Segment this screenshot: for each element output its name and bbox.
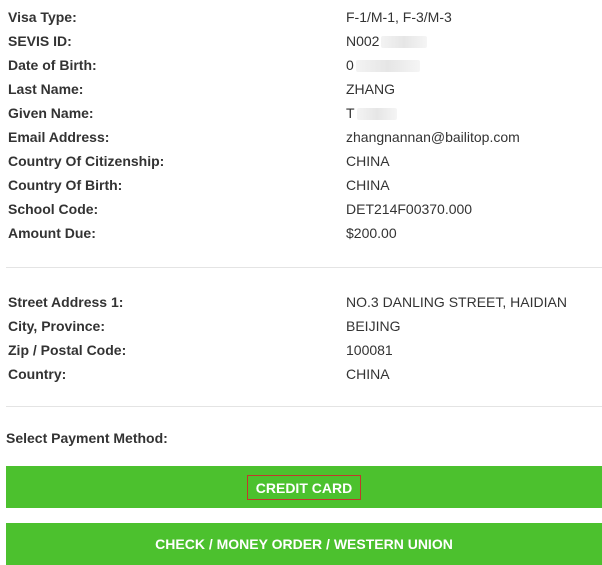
sevis-id-label: SEVIS ID: (8, 33, 72, 49)
street-address-row (0, 290, 602, 314)
country-row (0, 362, 602, 386)
street-address-value: NO.3 DANLING STREET, HAIDIAN (346, 294, 567, 310)
zip-code-row (0, 338, 602, 362)
amount-due-value: $200.00 (346, 225, 397, 241)
email-address-row (0, 125, 602, 149)
given-name-row (0, 101, 602, 125)
given-name-value-wrap (346, 101, 397, 125)
sevis-id-value: N002 (346, 33, 380, 49)
section-divider (6, 406, 602, 407)
visa-type-label: Visa Type: (8, 9, 77, 25)
last-name-value: ZHANG (346, 81, 395, 97)
amount-due-row (0, 221, 602, 245)
country-of-birth-row (0, 173, 602, 197)
school-code-label: School Code: (8, 201, 99, 217)
country-value: CHINA (346, 366, 390, 382)
amount-due-label: Amount Due: (8, 225, 96, 241)
date-of-birth-label: Date of Birth: (8, 57, 97, 73)
date-of-birth-value: 0 (346, 57, 354, 73)
country-of-birth-value: CHINA (346, 177, 390, 193)
date-of-birth-row (0, 53, 602, 77)
check-money-order-label: CHECK / MONEY ORDER / WESTERN UNION (155, 536, 453, 552)
redacted-mask (357, 108, 397, 120)
zip-code-value: 100081 (346, 342, 393, 358)
country-label: Country: (8, 366, 67, 382)
sevis-id-value-wrap (346, 29, 427, 53)
street-address-label: Street Address 1: (8, 294, 124, 310)
redacted-mask (381, 36, 427, 48)
given-name-value: T (346, 105, 355, 121)
country-of-citizenship-row (0, 149, 602, 173)
date-of-birth-value-wrap (346, 53, 420, 77)
payment-method-label: Select Payment Method: (6, 430, 168, 446)
check-money-order-button[interactable] (6, 523, 602, 565)
address-details (0, 290, 602, 386)
section-divider (6, 267, 602, 268)
email-address-value: zhangnannan@bailitop.com (346, 129, 520, 145)
credit-card-label: CREDIT CARD (247, 475, 361, 500)
given-name-label: Given Name: (8, 105, 94, 121)
applicant-details (0, 5, 602, 245)
sevis-id-row (0, 29, 602, 53)
school-code-row (0, 197, 602, 221)
visa-type-value: F-1/M-1, F-3/M-3 (346, 9, 452, 25)
zip-code-label: Zip / Postal Code: (8, 342, 127, 358)
country-of-citizenship-value: CHINA (346, 153, 390, 169)
country-of-birth-label: Country Of Birth: (8, 177, 123, 193)
city-province-row (0, 314, 602, 338)
school-code-value: DET214F00370.000 (346, 201, 473, 217)
redacted-mask (356, 60, 420, 72)
country-of-citizenship-label: Country Of Citizenship: (8, 153, 165, 169)
visa-type-row (0, 5, 602, 29)
city-province-label: City, Province: (8, 318, 105, 334)
city-province-value: BEIJING (346, 318, 401, 334)
last-name-label: Last Name: (8, 81, 84, 97)
last-name-row (0, 77, 602, 101)
email-address-label: Email Address: (8, 129, 110, 145)
credit-card-button[interactable] (6, 466, 602, 508)
